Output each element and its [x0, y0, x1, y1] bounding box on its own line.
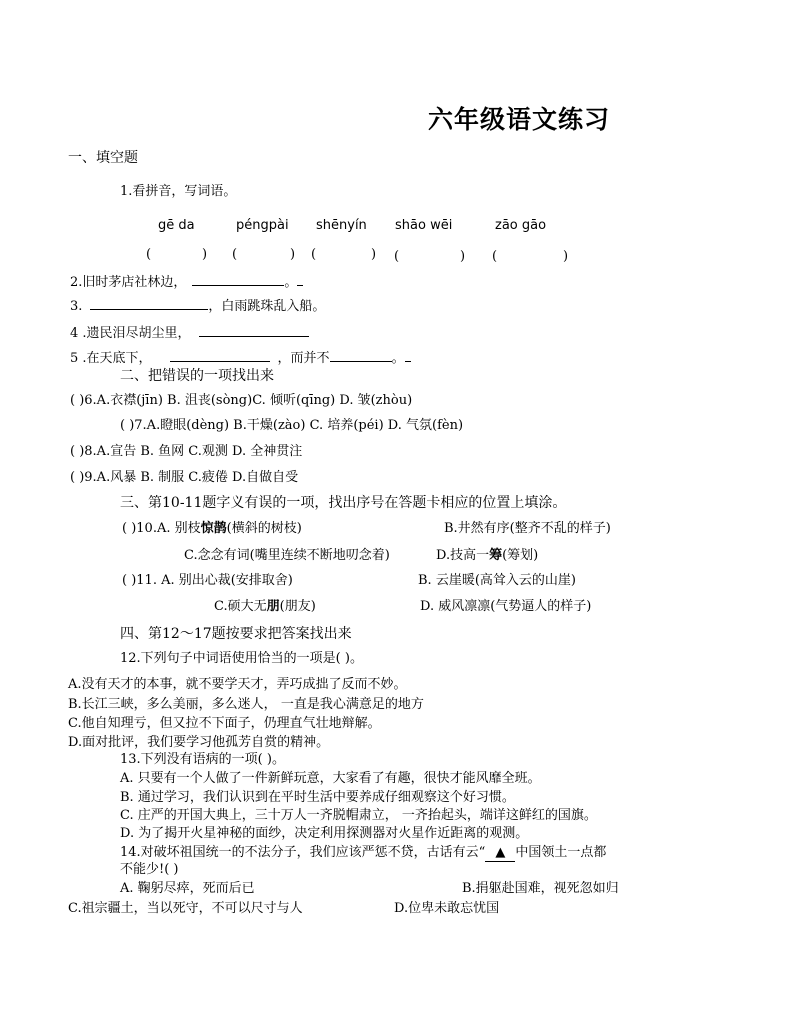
- q10-b: B.井然有序(整齐不乱的样子): [444, 521, 611, 536]
- answer-paren-5-open: (: [492, 249, 498, 264]
- q5-text-pre: 5 .在天底下，: [70, 351, 152, 366]
- q8-line: ( )8.A.宣告 B. 鱼网 C.观测 D. 全神贯注: [70, 444, 303, 459]
- q10-a: [122, 521, 302, 537]
- q11-a: ( )11. A. 别出心裁(安排取舍): [122, 573, 293, 588]
- q10-d: [436, 548, 538, 564]
- q3-number: 3.: [70, 299, 83, 314]
- q14-stem-tail: 中国领土一点都: [515, 845, 607, 860]
- q11-c-prefix: C.硕大无: [214, 599, 267, 614]
- pinyin-2: péngpài: [236, 218, 289, 233]
- q14-option-b: B.捐躯赴国难，视死忽如归: [462, 881, 619, 896]
- q7-line: ( )7.A.瞪眼(dèng) B.干燥(zào) C. 培养(péi) D. 气氛(fèn): [120, 418, 464, 433]
- q10-d-meaning: (筹划): [502, 548, 539, 563]
- q13-option-b: B. 通过学习，我们认识到在平时生活中要养成仔细观察这个好习惯。: [120, 790, 515, 805]
- q12-option-d: D.面对批评，我们要学习他孤芳自赏的精神。: [68, 735, 330, 750]
- q3-blank[interactable]: [90, 296, 208, 310]
- q14-option-c: C.祖宗疆土，当以死守，不可以尺寸与人: [68, 901, 303, 916]
- section4-heading: 四、第12～17题按要求把答案找出来: [120, 626, 352, 642]
- q11-c-meaning: (朋友): [279, 599, 316, 614]
- q13-option-a: A. 只要有一个人做了一件新鲜玩意，大家看了有趣，很快才能风靡全班。: [120, 771, 541, 786]
- section3-heading: 三、第10-11题字义有误的一项，找出序号在答题卡相应的位置上填涂。: [120, 495, 567, 511]
- section2-heading: 二、把错误的一项找出来: [120, 368, 274, 384]
- q9-line: ( )9.A.风暴 B. 制服 C.疲倦 D.自做自受: [70, 470, 299, 485]
- q5-blank-1[interactable]: [170, 348, 270, 362]
- q2-period: 。: [284, 275, 298, 290]
- q2-text: 2.旧时茅店社林边，: [70, 275, 187, 290]
- pinyin-3: shēnyín: [316, 218, 367, 233]
- section1-heading: 一、填空题: [68, 150, 138, 166]
- q4-line: [70, 323, 309, 342]
- q3-text: ，白雨跳珠乱入船。: [208, 299, 326, 314]
- answer-paren-1-open: (: [146, 247, 152, 262]
- q14-stem-text: 14.对破坏祖国统一的不法分子，我们应该严惩不贷，古话有云“: [120, 845, 486, 860]
- pinyin-4: shāo wēi: [395, 218, 453, 233]
- q14-blank[interactable]: [485, 845, 515, 862]
- q4-blank[interactable]: [199, 323, 309, 337]
- q14-stem-line2: 不能少!( ): [120, 862, 179, 877]
- q10-a-word: 惊鹊: [200, 521, 227, 536]
- q11-c-word: 朋: [266, 599, 280, 614]
- q10-d-prefix: D.技高一: [436, 548, 490, 563]
- answer-paren-4-open: (: [394, 249, 400, 264]
- q10-d-word: 筹: [489, 548, 503, 563]
- answer-paren-1-close: ): [202, 247, 208, 262]
- page-title: 六年级语文练习: [428, 105, 611, 134]
- q5-text-mid: ，而并不: [277, 351, 330, 366]
- q14-option-d: D.位卑未敢忘忧国: [394, 901, 500, 916]
- q4-text: 4 .遗民泪尽胡尘里，: [70, 326, 191, 341]
- q2-line: [70, 272, 303, 291]
- q2-blank[interactable]: [192, 272, 284, 286]
- q12-stem: 12.下列句子中词语使用恰当的一项是( )。: [120, 651, 363, 666]
- q10-a-meaning: (横斜的树枝): [226, 521, 302, 536]
- q10-c: C.念念有词(嘴里连续不断地叨念着): [184, 548, 390, 563]
- q6-line: ( )6.A.衣襟(jīn) B. 沮丧(sòng)C. 倾听(qīng) D. 皱(zhòu): [70, 393, 413, 408]
- q13-option-d: D. 为了揭开火星神秘的面纱，决定利用探测器对火星作近距离的观测。: [120, 826, 529, 841]
- answer-paren-3-close: ): [371, 247, 377, 262]
- q5-line: [70, 348, 411, 367]
- q14-option-a: A. 鞠躬尽瘁，死而后已: [120, 881, 255, 896]
- q12-option-b: B.长江三峡，多么美丽，多么迷人， 一直是我心满意足的地方: [68, 697, 424, 712]
- pinyin-1: gē da: [158, 218, 195, 233]
- answer-paren-5-close: ): [563, 249, 569, 264]
- q1-label: 1.看拼音，写词语。: [120, 184, 237, 199]
- q3-line: [70, 296, 325, 315]
- q11-c: [214, 599, 316, 615]
- q5-period: 。: [391, 351, 405, 366]
- q5-blank-2[interactable]: [330, 348, 392, 362]
- q10-a-prefix: ( )10.A. 别枝: [122, 521, 201, 536]
- q12-option-c: C.他自知理亏，但又拉不下面子，仍理直气壮地辩解。: [68, 716, 381, 731]
- q11-b: B. 云崖暖(高耸入云的山崖): [418, 573, 576, 588]
- q11-d: D. 威风凛凛(气势逼人的样子): [420, 599, 592, 614]
- pinyin-5: zāo gāo: [495, 218, 547, 233]
- answer-paren-2-close: ): [290, 247, 296, 262]
- q12-option-a: A.没有天才的本事，就不要学天才，弄巧成拙了反而不妙。: [68, 677, 407, 692]
- answer-paren-2-open: (: [232, 247, 238, 262]
- blank-marker-icon: ▲: [495, 845, 506, 860]
- answer-paren-3-open: (: [311, 247, 317, 262]
- q13-stem: 13.下列没有语病的一项( )。: [120, 752, 285, 767]
- answer-paren-4-close: ): [460, 249, 466, 264]
- q14-stem: [120, 845, 606, 862]
- q13-option-c: C. 庄严的开国大典上，三十万人一齐脱帽肃立， 一齐抬起头，端详这鲜红的国旗。: [120, 808, 597, 823]
